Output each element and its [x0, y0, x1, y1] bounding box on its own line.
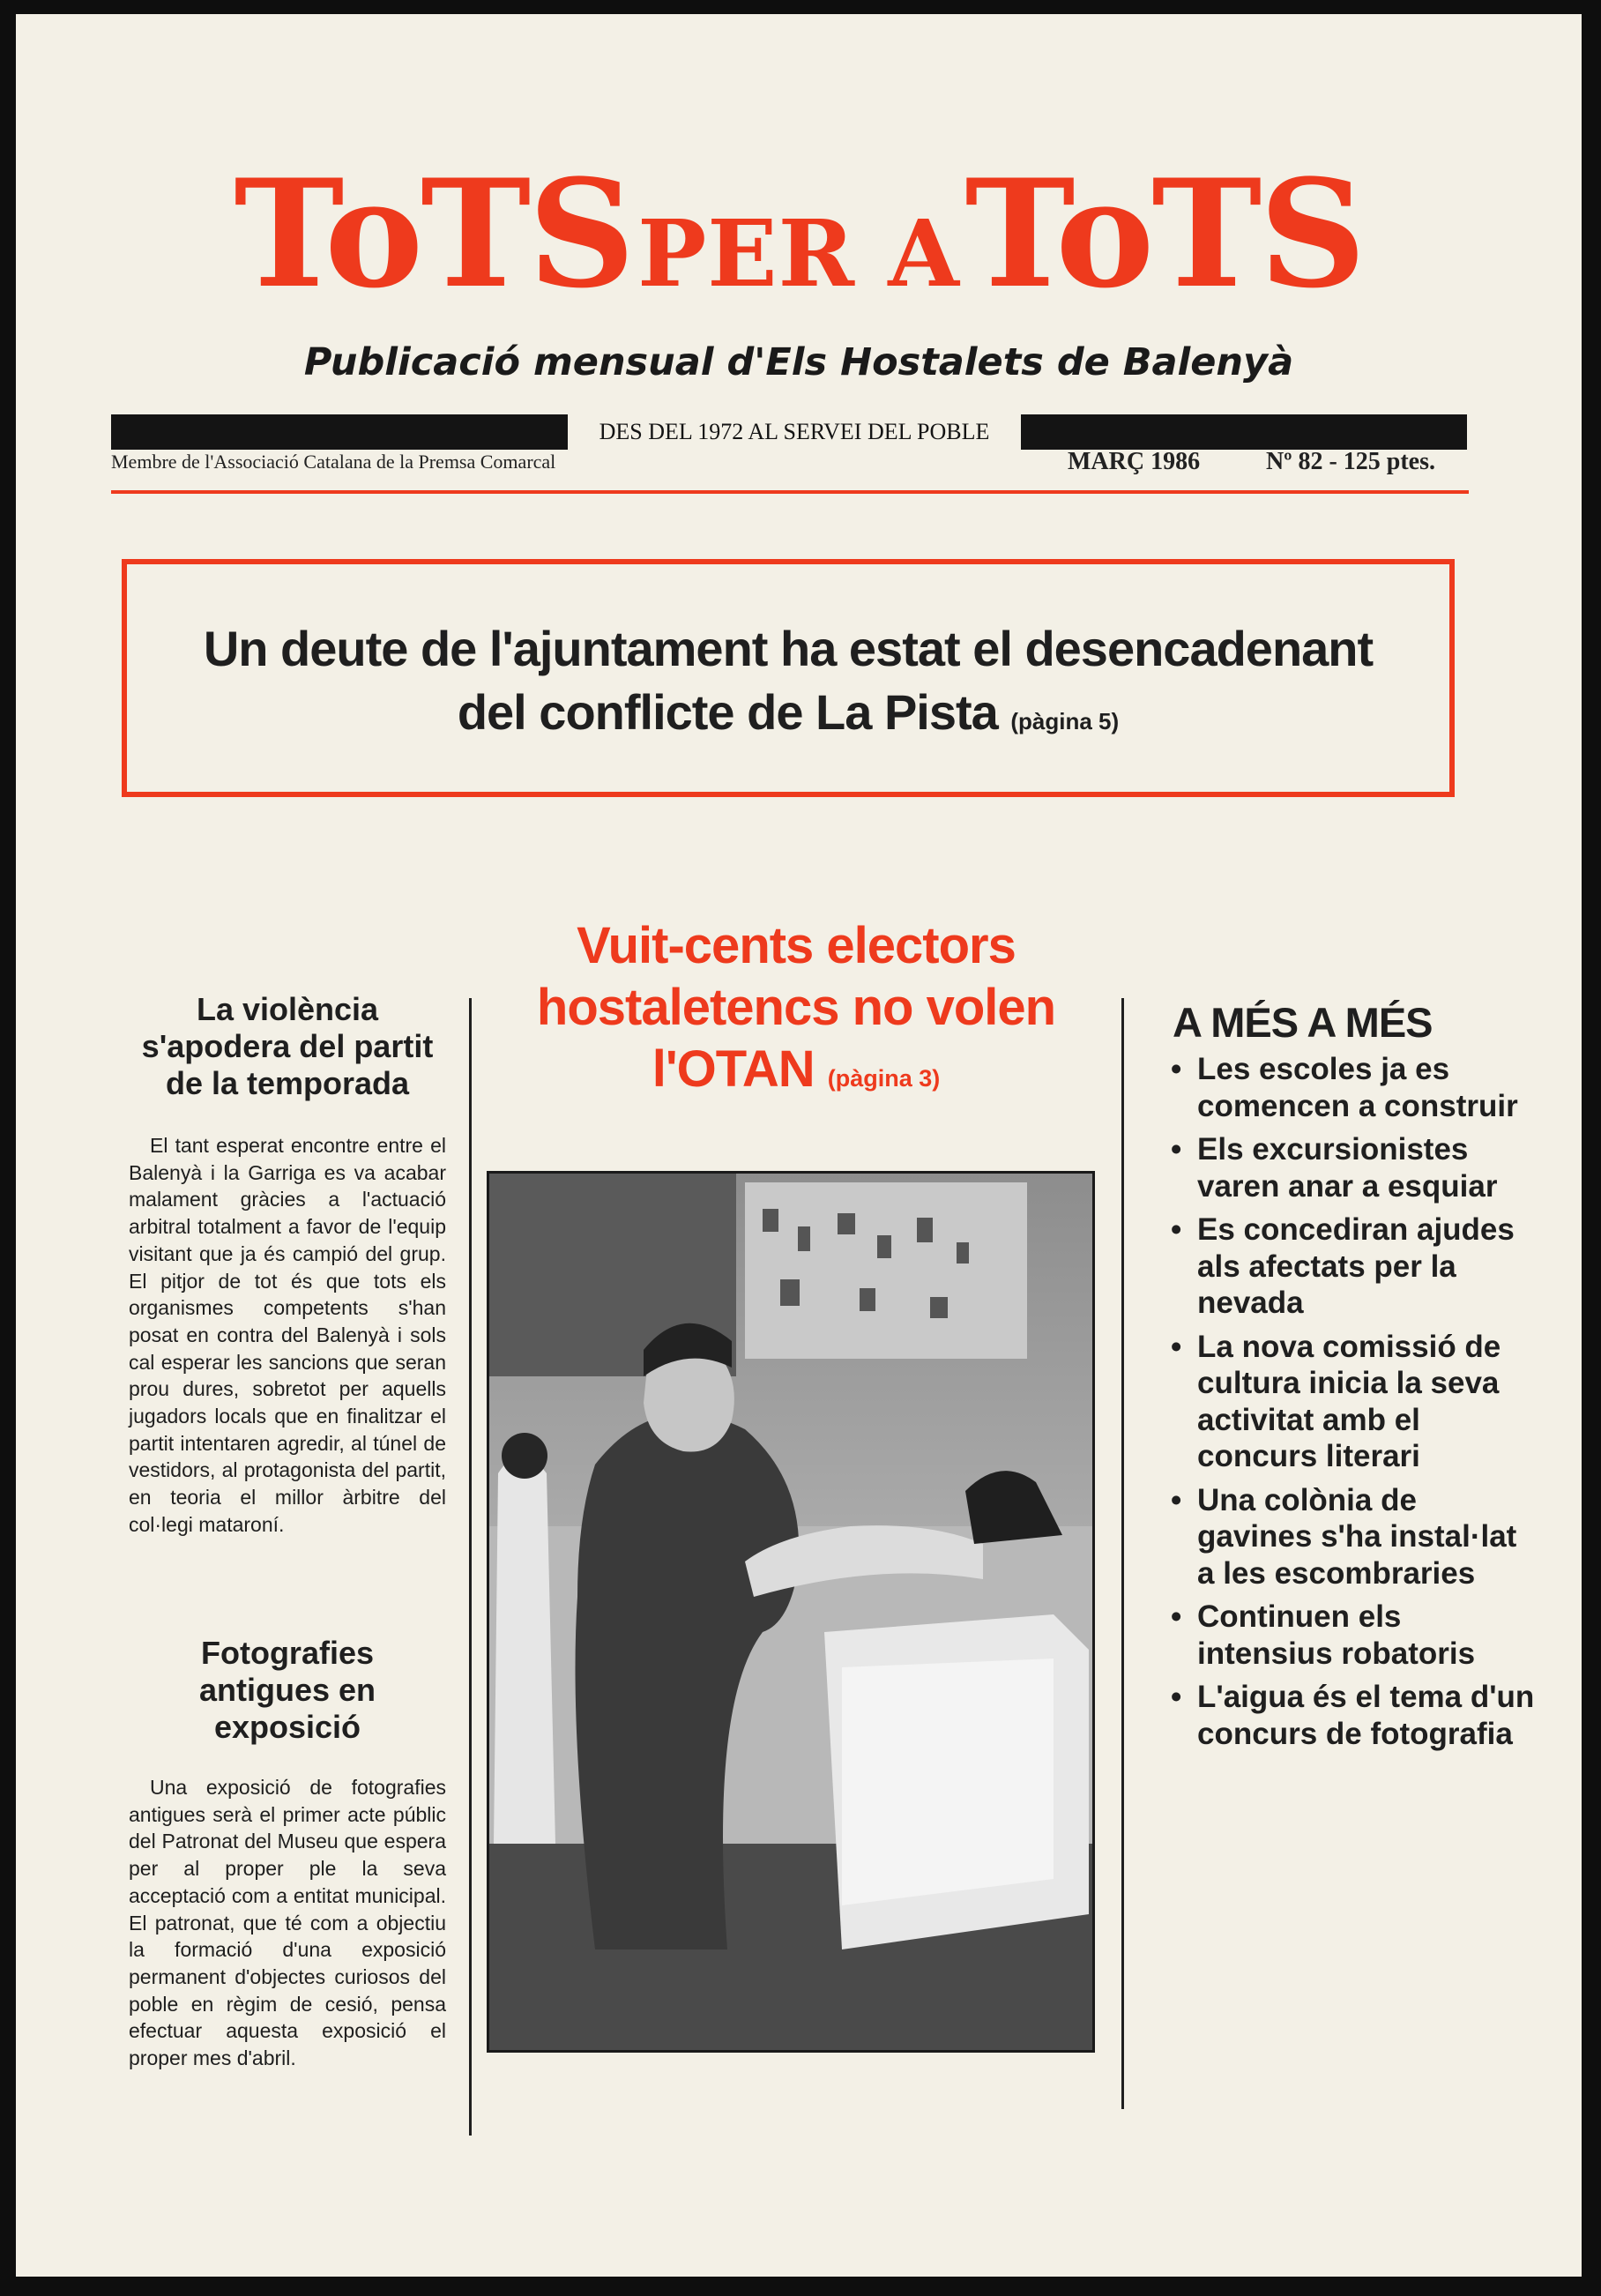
sidebar-list	[1165, 1051, 1536, 1759]
masthead-word-1: ToTS	[234, 146, 633, 321]
issue-date: MARÇ 1986	[1068, 448, 1201, 475]
sidebar-item: • Una colònia de gavines s'ha instal·lat a les escombraries	[1165, 1482, 1536, 1592]
sidebar-title: A MÉS A MÉS	[1173, 999, 1433, 1046]
center-headline-text: Vuit-cents electors hostaletencs no volen l'OTAN	[536, 917, 1056, 1098]
sidebar-item: • Les escoles ja es comencen a construir	[1165, 1051, 1536, 1124]
banner-divider	[111, 490, 1469, 494]
membership-line: Membre de l'Associació Catalana de la Premsa Comarcal	[111, 451, 556, 473]
sidebar-item: • Continuen els intensius robatoris	[1165, 1599, 1536, 1672]
issue-number-price: Nº 82 - 125 ptes.	[1266, 448, 1436, 475]
voting-photo	[487, 1171, 1095, 2053]
center-page-ref: (pàgina 3)	[827, 1065, 941, 1092]
article-1-title: La violència s'apodera del partit de la temporada	[141, 991, 434, 1101]
banner-motto: DES DEL 1972 AL SERVEI DEL POBLE	[599, 419, 990, 444]
sidebar-item: • La nova comissió de cultura inicia la seva activitat amb el concurs literari	[1165, 1329, 1536, 1475]
sidebar-item: • L'aigua és el tema d'un concurs de fotografia	[1165, 1679, 1536, 1752]
article-2-title: Fotografies antigues en exposició	[198, 1635, 376, 1745]
newspaper-page	[16, 14, 1582, 2277]
masthead-subtitle: Publicació mensual d'Els Hostalets de Balenyà	[303, 340, 1294, 384]
article-1-body: El tant esperat encontre entre el Balenyà i la Garriga es va acabar malament gràcies a l'actuació arbitral totalment a favor de l'equip visitant que ja és campió del grup. El pitjor de tot és que tots els organismes competents s'han posat en contra del Balenyà i sols cal esperar les sancions que seran prou dures, sobretot per aquells jugadors locals que en finalitzar el partit intentaren agredir, al túnel de vestidors, al protagonista del partit, en teoria el millor àrbitre del col·legi mataroní.	[129, 1134, 446, 1536]
lead-headline-line-1: Un deute de l'ajuntament ha estat el desencadenant	[203, 621, 1374, 676]
voting-photo-image	[489, 1174, 1092, 2050]
article-2-body: Una exposició de fotografies antigues serà el primer acte públic del Patronat del Museu que espera per al proper ple la seva acceptació com a entitat municipal. El patronat, que té com a objectiu la formació d'una exposició permanent d'objectes curiosos del poble en règim de cesió, pensa efectuar aquesta exposició el proper mes d'abril.	[129, 1776, 446, 2070]
masthead-title	[16, 146, 1582, 321]
center-headline	[488, 915, 1105, 1109]
sidebar-item: • Es concediran ajudes als afectats per la nevada	[1165, 1211, 1536, 1322]
banner-bar-left	[111, 414, 568, 450]
column-rule-right	[1121, 998, 1124, 2109]
sidebar-item: • Els excursionistes varen anar a esquiar	[1165, 1131, 1536, 1204]
masthead-word-3: ToTS	[964, 146, 1364, 321]
lead-headline	[127, 617, 1449, 753]
lead-headline-line-2-text: del conflicte de La Pista	[457, 684, 998, 740]
column-rule-left	[469, 998, 472, 2136]
lead-page-ref: (pàgina 5)	[1010, 708, 1120, 734]
lead-headline-line-2	[127, 681, 1449, 753]
banner-bar-right	[1021, 414, 1467, 450]
masthead-word-2: PER A	[637, 199, 960, 308]
